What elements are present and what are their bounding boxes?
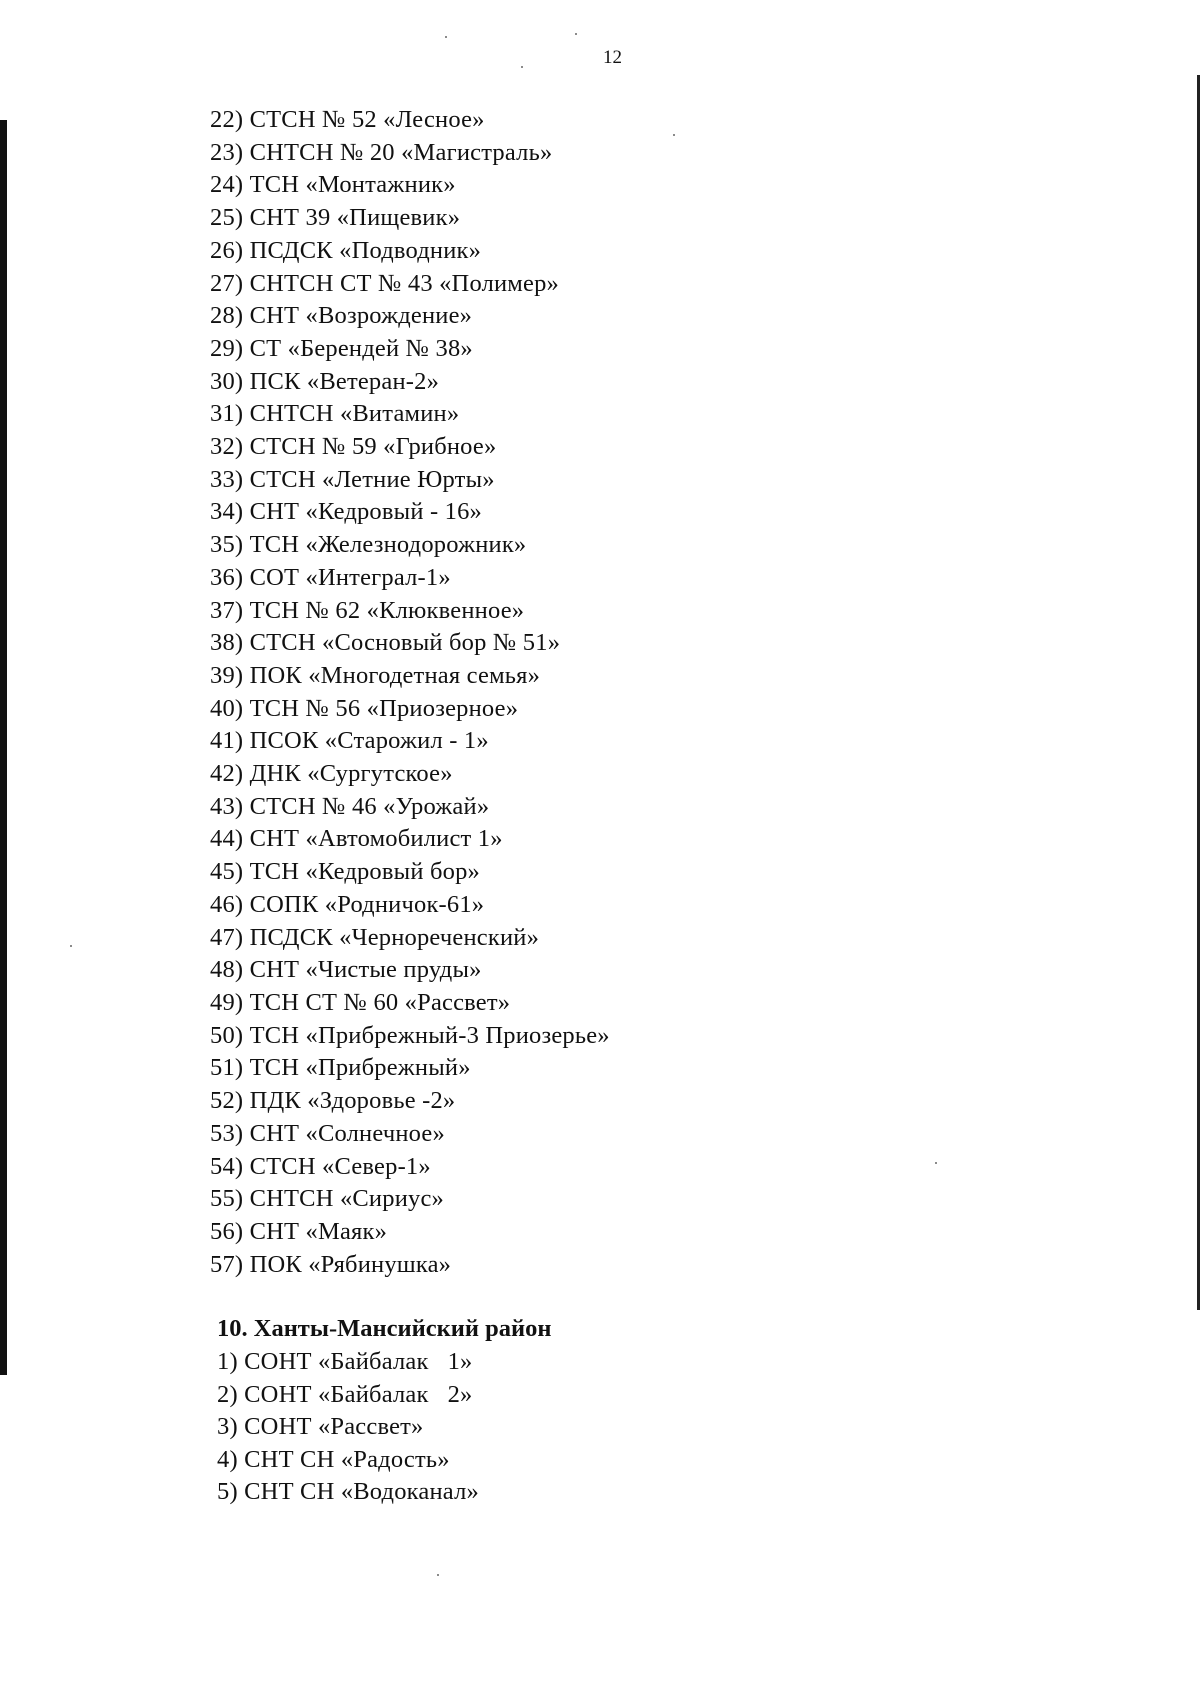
list-item: 38) СТСН «Сосновый бор № 51» [210,629,561,657]
organization-list [210,104,610,1281]
list-item: 56) СНТ «Маяк» [210,1217,388,1245]
scan-speck [673,134,675,136]
list-item: 5) СНТ СН «Водоканал» [217,1478,479,1505]
list-item: 43) СТСН № 46 «Урожай» [210,792,490,820]
list-item: 29) СТ «Берендей № 38» [210,334,473,362]
list-item: 52) ПДК «Здоровье -2» [210,1087,456,1115]
scan-speck [70,945,72,947]
list-item: 30) ПСК «Ветеран-2» [210,367,440,395]
list-item: 48) СНТ «Чистые пруды» [210,956,482,984]
list-item: 51) ТСН «Прибрежный» [210,1054,471,1082]
list-item: 41) ПСОК «Старожил - 1» [210,727,489,755]
list-item: 1) СОНТ «Байбалак 1» [217,1348,473,1375]
list-item: 37) ТСН № 62 «Клюквенное» [210,596,525,624]
scan-edge-left [0,120,7,1375]
list-item: 55) СНТСН «Сириус» [210,1185,444,1213]
list-item: 27) СНТСН СТ № 43 «Полимер» [210,269,559,297]
page-number: 12 [603,47,622,68]
list-item: 3) СОНТ «Рассвет» [217,1413,424,1440]
list-item: 39) ПОК «Многодетная семья» [210,661,541,689]
list-item: 40) ТСН № 56 «Приозерное» [210,694,519,722]
list-item: 53) СНТ «Солнечное» [210,1119,445,1147]
district-organization-list [217,1346,479,1509]
list-item: 4) СНТ СН «Радость» [217,1445,450,1473]
list-item: 23) СНТСН № 20 «Магистраль» [210,138,553,166]
list-item: 32) СТСН № 59 «Грибное» [210,433,497,461]
list-item: 50) ТСН «Прибрежный-3 Приозерье» [210,1021,610,1049]
list-item: 46) СОПК «Родничок-61» [210,890,485,918]
list-item: 28) СНТ «Возрождение» [210,302,473,330]
list-item: 45) ТСН «Кедровый бор» [210,858,480,886]
list-item: 42) ДНК «Сургутское» [210,760,453,788]
list-item: 47) ПСДСК «Чернореченский» [210,923,540,951]
list-item: 26) ПСДСК «Подводник» [210,236,482,264]
scan-speck [437,1574,439,1576]
list-item: 33) СТСН «Летние Юрты» [210,465,495,493]
list-item: 22) СТСН № 52 «Лесное» [210,106,485,133]
list-item: 34) СНТ «Кедровый - 16» [210,498,482,526]
scan-speck [575,33,577,35]
list-item: 35) ТСН «Железнодорожник» [210,531,527,559]
list-item: 44) СНТ «Автомобилист 1» [210,825,503,853]
scan-speck [445,36,447,38]
scan-speck [935,1162,937,1164]
list-item: 25) СНТ 39 «Пищевик» [210,204,461,232]
list-item: 31) СНТСН «Витамин» [210,400,460,428]
list-item: 49) ТСН СТ № 60 «Рассвет» [210,988,511,1016]
scan-speck [521,66,523,68]
section-heading: 10. Ханты-Мансийский район [217,1315,552,1342]
list-item: 2) СОНТ «Байбалак 2» [217,1380,473,1408]
list-item: 24) ТСН «Монтажник» [210,171,456,199]
list-item: 36) СОТ «Интеграл-1» [210,563,451,591]
list-item: 54) СТСН «Север-1» [210,1152,431,1180]
list-item: 57) ПОК «Рябинушка» [210,1250,452,1278]
